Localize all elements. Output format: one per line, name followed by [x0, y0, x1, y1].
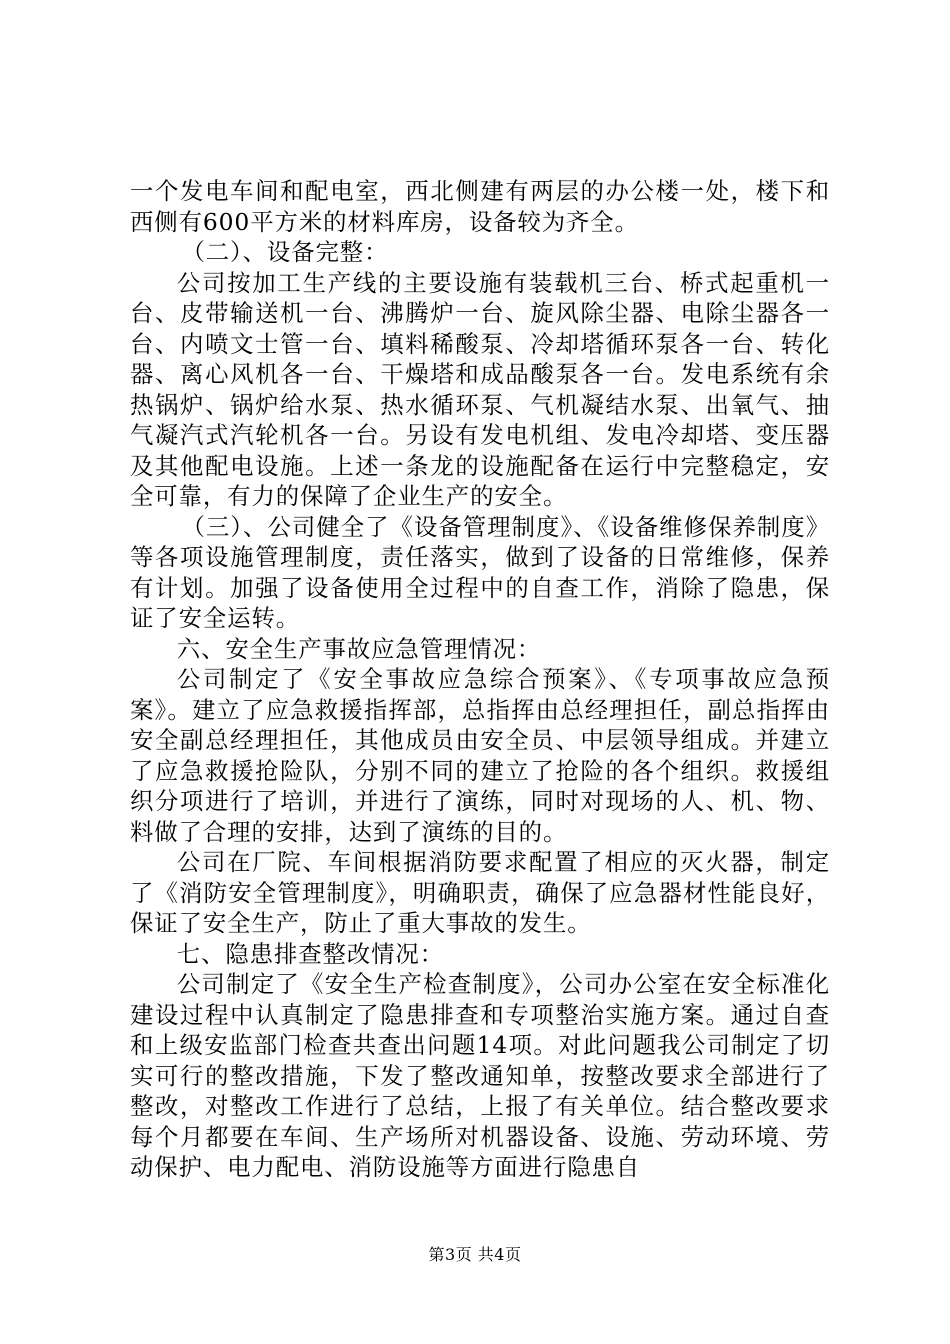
section-heading-equipment-complete: （二）、设备完整： — [181, 238, 389, 266]
section-heading-emergency: 六、安全生产事故应急管理情况： — [176, 634, 542, 663]
paragraph-hazard-rectification: 公司制定了《安全生产检查制度》，公司办公室在安全标准化建设过程中认真制定了隐患排查和专项整治实施方案。通过自查和上级安监部门检查共查出问题14项。对此问题我公司制定了切实可行的整改措施，下发了整改通知单，按整改要求全部进行了整改，对整改工作进行了总结，上报了有关单位。结合整改要求每个月都要在车间、生产场所对机器设备、设施、劳动环境、劳动保护、电力配电、消防设施等方面进行隐患自 — [130, 970, 830, 1181]
paragraph-emergency-plan: 公司制定了《安全事故应急综合预案》、《专项事故应急预案》。建立了应急救援指挥部，总指挥由总经理担任，副总指挥由安全副总经理担任，其他成员由安全员、中层领导组成。并建立了应急救援抢险队，分别不同的建立了抢险的各个组织。救援组织分项进行了培训，并进行了演练，同时对现场的人、机、物、料做了合理的安排，达到了演练的目的。 — [130, 665, 830, 846]
paragraph-facilities: 一个发电车间和配电室，西北侧建有两层的办公楼一处，楼下和西侧有600平方米的材料库房，设备较为齐全。 — [130, 177, 830, 236]
paragraph-fire-safety: 公司在厂院、车间根据消防要求配置了相应的灭火器，制定了《消防安全管理制度》，明确职责，确保了应急器材性能良好，保证了安全生产，防止了重大事故的发生。 — [130, 848, 830, 937]
document-body — [130, 176, 830, 1183]
page-number-footer: 第3页 共4页 — [428, 1245, 522, 1264]
paragraph-equipment-management: （三）、公司健全了《设备管理制度》、《设备维修保养制度》等各项设施管理制度，责任落实，做到了设备的日常维修，保养有计划。加强了设备使用全过程中的自查工作，消除了隐患，保证了安全运转。 — [130, 512, 830, 632]
paragraph-equipment-list: 公司按加工生产线的主要设施有装载机三台、桥式起重机一台、皮带输送机一台、沸腾炉一台、旋风除尘器、电除尘器各一台、内喷文士管一台、填料稀酸泵、冷却塔循环泵各一台、转化器、离心风机各一台、干燥塔和成品酸泵各一台。发电系统有余热锅炉、锅炉给水泵、热水循环泵、气机凝结水泵、出氧气、抽气凝汽式汽轮机各一台。另设有发电机组、发电冷却塔、变压器及其他配电设施。上述一条龙的设施配备在运行中完整稳定，安全可靠，有力的保障了企业生产的安全。 — [130, 268, 830, 510]
section-heading-hazard: 七、隐患排查整改情况： — [176, 939, 444, 968]
